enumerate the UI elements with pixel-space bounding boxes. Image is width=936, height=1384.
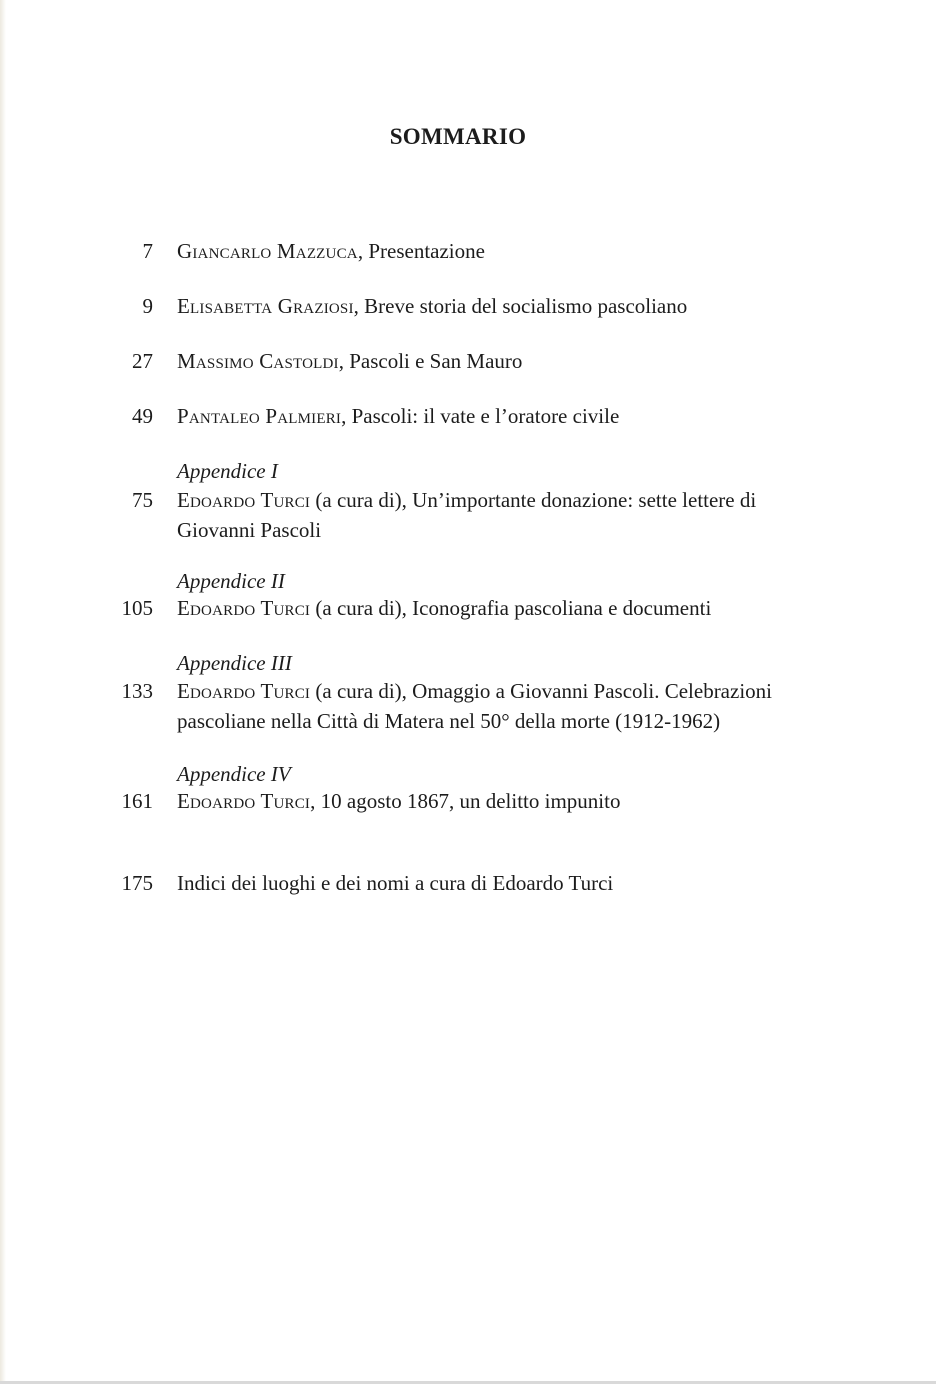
toc-entry-text — [177, 676, 817, 736]
toc-page-number: 133 — [121, 679, 153, 703]
toc-separator: , — [341, 404, 352, 428]
toc-page-number: 27 — [132, 349, 153, 373]
toc-appendix-label: Appendice III — [177, 651, 292, 675]
toc-title: (a cura di), Un’importante donazione: sette lettere di Giovanni Pascoli — [177, 488, 757, 542]
toc-title: Indici dei luoghi e dei nomi a cura di Edoardo Turci — [177, 871, 614, 895]
toc-entry-text — [177, 401, 817, 431]
toc-appendix-label: Appendice I — [177, 459, 278, 483]
toc-author: Pantaleo Palmieri — [177, 404, 342, 428]
toc-author: Massimo Castoldi — [177, 349, 339, 373]
toc-title: Pascoli: il vate e l’oratore civile — [351, 404, 620, 428]
toc-entry-text — [177, 593, 817, 623]
toc-title: 10 agosto 1867, un delitto impunito — [320, 789, 621, 813]
toc-entry-text — [177, 291, 817, 321]
toc-appendix-label: Appendice IV — [177, 762, 291, 786]
toc-page-number: 75 — [132, 488, 153, 512]
toc-page-number: 9 — [142, 294, 153, 318]
toc-page-number: 175 — [121, 871, 153, 895]
toc-page-number: 161 — [121, 789, 153, 813]
toc-separator: , — [338, 349, 350, 373]
page-edge — [0, 0, 6, 1384]
toc-author: Edoardo Turci — [177, 488, 311, 512]
toc-author: Elisabetta Graziosi — [177, 294, 354, 318]
toc-separator: , — [357, 239, 369, 263]
toc-author: Edoardo Turci — [177, 679, 311, 703]
toc-entry-text — [177, 236, 817, 266]
toc-entry-text — [177, 346, 817, 376]
toc-entry-text — [177, 786, 817, 816]
toc-author: Edoardo Turci — [177, 789, 311, 813]
toc-title: (a cura di), Omaggio a Giovanni Pascoli. Celebrazioni pascoliane nella Città di Matera nel 50° della morte (1912-1962) — [177, 679, 772, 733]
toc-appendix-label: Appendice II — [177, 569, 285, 593]
toc-title: Presentazione — [368, 239, 485, 263]
toc-page-number: 7 — [142, 239, 153, 263]
toc-author: Edoardo Turci — [177, 596, 311, 620]
toc-page-number: 49 — [132, 404, 153, 428]
page-title: SOMMARIO — [389, 124, 527, 149]
toc-separator: , — [353, 294, 365, 318]
toc-title: Breve storia del socialismo pascoliano — [364, 294, 688, 318]
toc-author: Giancarlo Mazzuca — [177, 239, 358, 263]
toc-separator: , — [310, 789, 321, 813]
toc-entry-text — [177, 485, 817, 545]
toc-title: Pascoli e San Mauro — [349, 349, 523, 373]
toc-entry-text — [177, 868, 817, 898]
toc-page-number: 105 — [121, 596, 153, 620]
toc-title: (a cura di), Iconografia pascoliana e documenti — [315, 596, 712, 620]
